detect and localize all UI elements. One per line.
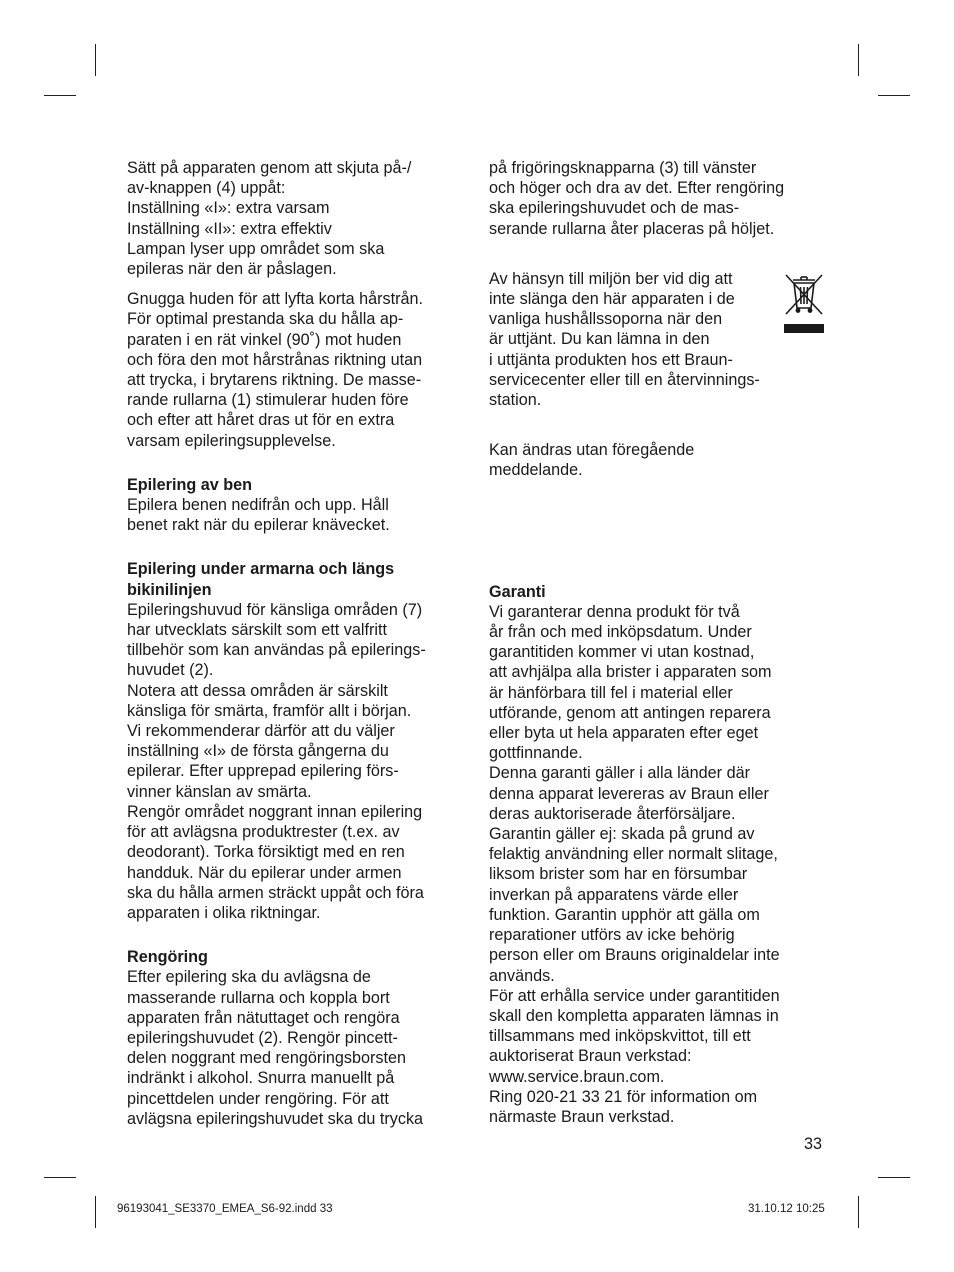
text-line: har utvecklats särskilt som ett valfritt (127, 621, 387, 640)
text-line: serande rullarna åter placeras på höljet. (489, 219, 775, 238)
text-line: ska epileringshuvudet och de mas- (489, 199, 740, 218)
crop-mark (95, 44, 96, 76)
text-line: delen noggrant med rengöringsborsten (127, 1049, 406, 1068)
text-line: huvudet (2). (127, 661, 214, 680)
text-line: Epilera benen nedifrån och upp. Håll (127, 496, 389, 515)
text-line: indränkt i alkohol. Snurra manuellt på (127, 1069, 395, 1088)
crop-mark (95, 1196, 96, 1228)
text-line: år från och med inköpsdatum. Under (489, 623, 752, 642)
text-line: Lampan lyser upp området som ska (127, 239, 385, 258)
text-line: liksom brister som har en försumbar (489, 865, 748, 884)
text-line: att trycka, i brytarens riktning. De masse- (127, 371, 422, 390)
text-line: Vi rekommenderar därför att du väljer (127, 722, 395, 741)
paragraph-cleaning-continued (489, 158, 834, 239)
text-line: auktoriserat Braun verkstad: (489, 1047, 692, 1066)
text-line: utförande, genom att antingen reparera (489, 703, 771, 722)
text-line: tillbehör som kan användas på epilerings- (127, 641, 426, 660)
page-number: 33 (804, 1135, 823, 1153)
text-line: gottfinnande. (489, 744, 583, 763)
text-line: inställning «I» de första gångerna du (127, 742, 389, 761)
text-line: meddelande. (489, 461, 583, 480)
paragraph-switch-on (127, 158, 472, 279)
text-line: vanliga hushållssoporna när den (489, 310, 723, 329)
text-line: funktion. Garantin upphör att gälla om (489, 905, 760, 924)
text-line: Inställning «I»: extra varsam (127, 199, 330, 218)
section-heading: Garanti (489, 582, 546, 601)
text-line: handduk. När du epilerar under armen (127, 863, 402, 882)
print-slug-date: 31.10.12 10:25 (748, 1203, 825, 1215)
text-line: att avhjälpa alla brister i apparaten som (489, 663, 772, 682)
left-column (127, 158, 472, 1129)
text-line: eller byta ut hela apparaten efter eget (489, 724, 759, 743)
text-line: Sätt på apparaten genom att skjuta på-/ (127, 159, 412, 177)
text-line: Garantin gäller ej: skada på grund av (489, 825, 755, 844)
section-heading: bikinilinjen (127, 580, 212, 599)
text-line: i uttjänta produkten hos ett Braun- (489, 350, 733, 369)
text-line: För optimal prestanda ska du hålla ap- (127, 310, 404, 329)
section-heading: Rengöring (127, 948, 208, 967)
text-line: och föra den mot hårstrånas riktning utan (127, 350, 423, 369)
text-line: tillsammans med inköpskvittot, till ett (489, 1027, 751, 1046)
crossed-out-wheelie-bin-icon (783, 272, 825, 334)
text-line: För att erhålla service under garantitiden (489, 986, 780, 1005)
paragraph-notice (489, 440, 834, 480)
text-line: ska du hålla armen sträckt uppåt och föra (127, 883, 424, 902)
section-heading: Epilering under armarna och längs (127, 560, 395, 579)
paragraph-technique (127, 289, 472, 451)
text-line: Inställning «II»: extra effektiv (127, 219, 332, 238)
text-line: apparaten i olika riktningar. (127, 903, 321, 922)
text-line: Efter epilering ska du avlägsna de (127, 968, 371, 987)
text-line: och höger och dra av det. Efter rengöring (489, 179, 785, 198)
text-line: känsliga för smärta, framför allt i början. (127, 701, 412, 720)
text-line: person eller om Brauns originaldelar inte (489, 946, 780, 965)
text-line: inverkan på apparatens värde eller (489, 885, 739, 904)
crop-mark (878, 1177, 910, 1178)
text-line: är hänförbara till fel i material eller (489, 683, 733, 702)
text-line: www.service.braun.com. (489, 1067, 665, 1086)
crop-mark (858, 44, 859, 76)
text-line: Notera att dessa områden är särskilt (127, 681, 388, 700)
text-line: Rengör området noggrant innan epilering (127, 802, 423, 821)
text-line: masserande rullarna och koppla bort (127, 988, 390, 1007)
text-line: apparaten från nätuttaget och rengöra (127, 1008, 400, 1027)
text-line: och efter att håret dras ut för en extra (127, 411, 395, 430)
text-line: Kan ändras utan föregående (489, 441, 695, 460)
section-heading: Epilering av ben (127, 475, 253, 494)
crop-mark (858, 1196, 859, 1228)
text-line: station. (489, 391, 542, 410)
section-cleaning (127, 947, 472, 1129)
text-line: felaktig användning eller normalt slitage, (489, 845, 778, 864)
text-line: Denna garanti gäller i alla länder där (489, 764, 750, 783)
section-warranty (489, 582, 834, 1127)
crop-mark (44, 1177, 76, 1178)
text-line: deodorant). Torka försiktigt med en ren (127, 843, 405, 862)
text-line: denna apparat levereras av Braun eller (489, 784, 769, 803)
crop-mark (878, 95, 910, 96)
text-line: för att avlägsna produktrester (t.ex. av (127, 823, 400, 842)
text-line: Av hänsyn till miljön ber vid dig att (489, 269, 733, 288)
text-line: närmaste Braun verkstad. (489, 1107, 675, 1126)
text-line: epileringshuvudet (2). Rengör pincett- (127, 1028, 398, 1047)
text-line: på frigöringsknapparna (3) till vänster (489, 159, 757, 177)
text-line: Ring 020-21 33 21 för information om (489, 1087, 758, 1106)
text-line: Vi garanterar denna produkt för två (489, 602, 740, 621)
text-line: Epileringshuvud för känsliga områden (7) (127, 600, 423, 619)
text-line: Gnugga huden för att lyfta korta hårstrån. (127, 290, 424, 309)
text-line: garantitiden kommer vi utan kostnad, (489, 643, 755, 662)
text-line: servicecenter eller till en återvinnings- (489, 370, 760, 389)
text-line: deras auktoriserade återförsäljare. (489, 804, 736, 823)
section-underarms (127, 559, 472, 923)
section-legs (127, 475, 472, 536)
text-line: avlägsna epileringshuvudet ska du trycka (127, 1109, 424, 1128)
crop-mark (44, 95, 76, 96)
text-line: paraten i en rät vinkel (90˚) mot huden (127, 330, 402, 349)
text-line: benet rakt när du epilerar knävecket. (127, 516, 390, 535)
print-slug-file: 96193041_SE3370_EMEA_S6-92.indd 33 (117, 1203, 333, 1215)
text-line: reparationer utförs av icke behörig (489, 926, 735, 945)
text-line: epileras när den är påslagen. (127, 260, 337, 279)
text-line: skall den kompletta apparaten lämnas in (489, 1006, 779, 1025)
text-line: av-knappen (4) uppåt: (127, 179, 286, 198)
text-line: är uttjänt. Du kan lämna in den (489, 330, 710, 349)
text-line: används. (489, 966, 555, 985)
text-line: epilerar. Efter upprepad epilering förs- (127, 762, 399, 781)
text-line: rande rullarna (1) stimulerar huden före (127, 391, 409, 410)
text-line: pincettdelen under rengöring. För att (127, 1089, 389, 1108)
text-line: vinner känslan av smärta. (127, 782, 312, 801)
text-line: varsam epileringsupplevelse. (127, 431, 336, 450)
text-line: inte slänga den här apparaten i de (489, 290, 735, 309)
